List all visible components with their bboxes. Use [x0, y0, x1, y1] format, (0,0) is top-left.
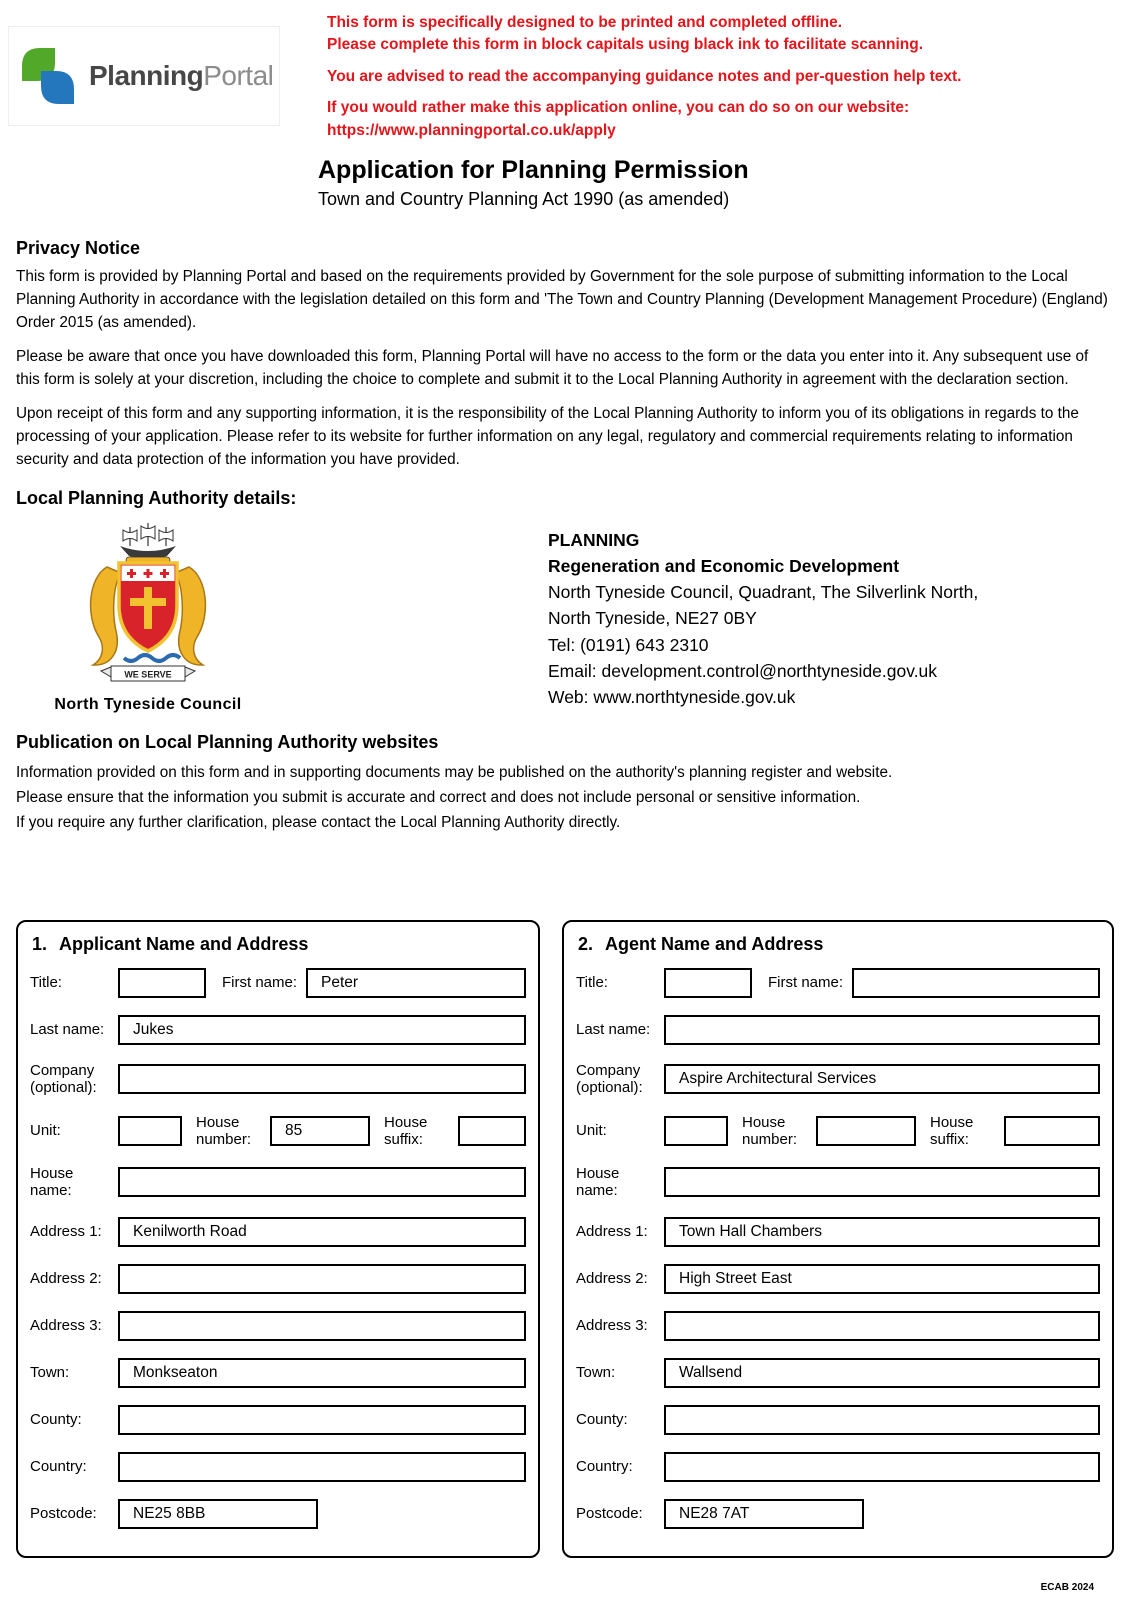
agent-unit-row	[576, 1114, 1100, 1149]
form-version-code: ECAB 2024	[1040, 1582, 1094, 1593]
applicant-unit-input[interactable]	[118, 1116, 182, 1146]
privacy-notice-heading: Privacy Notice	[16, 238, 141, 258]
address3-label: Address 3:	[30, 1316, 102, 1334]
publication-heading: Publication on Local Planning Authority websites	[16, 731, 439, 752]
applicant-address2-input[interactable]	[118, 1264, 526, 1294]
agent-company-row	[576, 1062, 1100, 1097]
publication-line-2: Please ensure that the information you submit is accurate and correct and does not include personal or sensitive information.	[16, 788, 861, 806]
applicant-address2-row	[30, 1264, 526, 1294]
applicant-house-suffix-input[interactable]	[458, 1116, 526, 1146]
applicant-county-input[interactable]	[118, 1405, 526, 1435]
page-subtitle: Town and Country Planning Act 1990 (as amended)	[318, 188, 730, 209]
privacy-paragraph-3: Upon receipt of this form and any supporting information, it is the responsibility of the Local Planning Authority to inform you of its obligations in regards to the processing of your application. Please refer to its website for further information on any legal, regulatory and commercial requirements relating to information security and data protection of the information you have provided.	[16, 404, 1079, 468]
applicant-last-name-input[interactable]: Jukes	[118, 1015, 526, 1045]
address2-label: Address 2:	[576, 1269, 648, 1287]
applicant-heading-number: 1.	[32, 934, 48, 954]
agent-address3-row	[576, 1311, 1100, 1341]
applicant-last-name-row	[30, 1015, 526, 1045]
offline-notice	[327, 12, 1117, 142]
agent-county-input[interactable]	[664, 1405, 1100, 1435]
privacy-paragraph-2: Please be aware that once you have downloaded this form, Planning Portal will have no access to the form or the data you enter into it. Any subsequent use of this form is solely at your discretion, including the choice to complete and submit it to the Local Planning Authority in agreement with the declaration section.	[16, 347, 1089, 388]
company-label: Company (optional):	[30, 1062, 97, 1097]
lpa-telephone: Tel: (0191) 643 2310	[548, 634, 709, 655]
applicant-company-row	[30, 1062, 526, 1097]
agent-first-name-input[interactable]	[852, 968, 1100, 998]
notice-line-1: This form is specifically designed to be printed and completed offline.	[327, 14, 843, 31]
address1-label: Address 1:	[30, 1222, 102, 1240]
applicant-town-input[interactable]: Monkseaton	[118, 1358, 526, 1388]
applicant-house-name-input[interactable]	[118, 1167, 526, 1197]
agent-last-name-input[interactable]	[664, 1015, 1100, 1045]
agent-house-number-input[interactable]	[816, 1116, 916, 1146]
logo-word-planning: Planning	[89, 60, 204, 91]
agent-address1-input[interactable]: Town Hall Chambers	[664, 1217, 1100, 1247]
publication-line-3: If you require any further clarification, please contact the Local Planning Authority directly.	[16, 813, 621, 831]
agent-heading-number: 2.	[578, 934, 594, 954]
lpa-address-line-2: North Tyneside, NE27 0BY	[548, 608, 757, 629]
applicant-first-name-input[interactable]: Peter	[306, 968, 526, 998]
logo-word-portal: Portal	[203, 60, 274, 91]
north-tyneside-crest-icon	[73, 519, 223, 691]
applicant-house-number-input[interactable]: 85	[270, 1116, 370, 1146]
postcode-label: Postcode:	[576, 1504, 643, 1522]
lpa-department-2: Regeneration and Economic Development	[548, 555, 900, 576]
applicant-title-row	[30, 968, 526, 998]
agent-heading	[578, 934, 1100, 955]
applicant-postcode-row	[30, 1499, 526, 1529]
agent-postcode-row	[576, 1499, 1100, 1529]
lpa-contact-details	[548, 519, 978, 714]
lpa-details-row	[16, 519, 1114, 714]
address2-label: Address 2:	[30, 1269, 102, 1287]
postcode-label: Postcode:	[30, 1504, 97, 1522]
applicant-address1-input[interactable]: Kenilworth Road	[118, 1217, 526, 1247]
agent-address3-input[interactable]	[664, 1311, 1100, 1341]
lpa-department-1: PLANNING	[548, 529, 640, 550]
applicant-unit-row	[30, 1114, 526, 1149]
applicant-postcode-input[interactable]: NE25 8BB	[118, 1499, 318, 1529]
form-title-block	[318, 156, 749, 210]
house-suffix-label: House suffix:	[384, 1113, 428, 1148]
company-label: Company (optional):	[576, 1062, 643, 1097]
first-name-label: First name:	[222, 974, 298, 992]
applicant-section	[16, 920, 540, 1558]
applicant-address3-row	[30, 1311, 526, 1341]
applicant-country-row	[30, 1452, 526, 1482]
last-name-label: Last name:	[576, 1021, 651, 1039]
country-label: Country:	[576, 1457, 633, 1475]
applicant-country-input[interactable]	[118, 1452, 526, 1482]
publication-line-1: Information provided on this form and in supporting documents may be published on the authority's planning register and website.	[16, 763, 893, 781]
agent-country-row	[576, 1452, 1100, 1482]
agent-section	[562, 920, 1114, 1558]
applicant-heading-label: Applicant Name and Address	[59, 934, 309, 954]
county-label: County:	[576, 1410, 628, 1428]
lpa-website: Web: www.northtyneside.gov.uk	[548, 687, 796, 707]
unit-label: Unit:	[30, 1122, 61, 1140]
council-name: North Tyneside Council	[54, 695, 242, 713]
agent-town-row	[576, 1358, 1100, 1388]
agent-address2-row	[576, 1264, 1100, 1294]
applicant-address1-row	[30, 1217, 526, 1247]
applicant-company-input[interactable]	[118, 1064, 526, 1094]
title-label: Title:	[576, 974, 608, 992]
planning-portal-logo-icon	[19, 45, 77, 107]
house-name-label: House name:	[576, 1165, 620, 1200]
house-suffix-label: House suffix:	[930, 1113, 974, 1148]
page-title: Application for Planning Permission	[318, 156, 749, 184]
logo-wordmark	[89, 60, 273, 92]
applicant-town-row	[30, 1358, 526, 1388]
agent-town-input[interactable]: Wallsend	[664, 1358, 1100, 1388]
applicant-house-name-row	[30, 1165, 526, 1200]
agent-address1-row	[576, 1217, 1100, 1247]
agent-last-name-row	[576, 1015, 1100, 1045]
applicant-title-input[interactable]	[118, 968, 206, 998]
last-name-label: Last name:	[30, 1021, 105, 1039]
privacy-paragraph-1: This form is provided by Planning Portal and based on the requirements provided by Government for the sole purpose of submitting information to the Local Planning Authority in accordance with the legislation detailed on this form and 'The Town and Country Planning (Development Management Procedure) (England) Order 2015 (as amended).	[16, 268, 1108, 331]
notice-line-4: If you would rather make this application online, you can do so on our website:	[327, 99, 910, 117]
lpa-address-line-1: North Tyneside Council, Quadrant, The Silverlink North,	[548, 582, 979, 602]
title-label: Title:	[30, 974, 62, 992]
agent-unit-input[interactable]	[664, 1116, 728, 1146]
council-crest-block	[16, 519, 280, 714]
first-name-label: First name:	[768, 974, 844, 992]
agent-company-input[interactable]: Aspire Architectural Services	[664, 1064, 1100, 1094]
lpa-email: Email: development.control@northtyneside.gov.uk	[548, 660, 938, 681]
agent-country-input[interactable]	[664, 1452, 1100, 1482]
agent-heading-label: Agent Name and Address	[605, 934, 824, 954]
unit-label: Unit:	[576, 1122, 607, 1140]
crest-motto: WE SERVE	[124, 669, 172, 679]
agent-address2-input[interactable]: High Street East	[664, 1264, 1100, 1294]
document-body	[16, 238, 1114, 835]
agent-county-row	[576, 1405, 1100, 1435]
address1-label: Address 1:	[576, 1222, 648, 1240]
planning-portal-logo	[8, 26, 280, 126]
town-label: Town:	[30, 1363, 70, 1381]
agent-house-suffix-input[interactable]	[1004, 1116, 1100, 1146]
notice-line-2: Please complete this form in block capitals using black ink to facilitate scanning.	[327, 36, 924, 54]
agent-house-name-input[interactable]	[664, 1167, 1100, 1197]
lpa-details-heading: Local Planning Authority details:	[16, 487, 297, 508]
notice-line-3: You are advised to read the accompanying guidance notes and per-question help text.	[327, 67, 962, 85]
address3-label: Address 3:	[576, 1316, 648, 1334]
house-number-label: House number:	[742, 1113, 798, 1148]
agent-title-row	[576, 968, 1100, 998]
agent-title-input[interactable]	[664, 968, 752, 998]
house-name-label: House name:	[30, 1165, 74, 1200]
agent-house-name-row	[576, 1165, 1100, 1200]
house-number-label: House number:	[196, 1113, 252, 1148]
applicant-county-row	[30, 1405, 526, 1435]
country-label: Country:	[30, 1457, 87, 1475]
county-label: County:	[30, 1410, 82, 1428]
town-label: Town:	[576, 1363, 616, 1381]
applicant-heading	[32, 934, 526, 955]
applicant-address3-input[interactable]	[118, 1311, 526, 1341]
apply-online-url: https://www.planningportal.co.uk/apply	[327, 121, 616, 139]
agent-postcode-input[interactable]: NE28 7AT	[664, 1499, 864, 1529]
